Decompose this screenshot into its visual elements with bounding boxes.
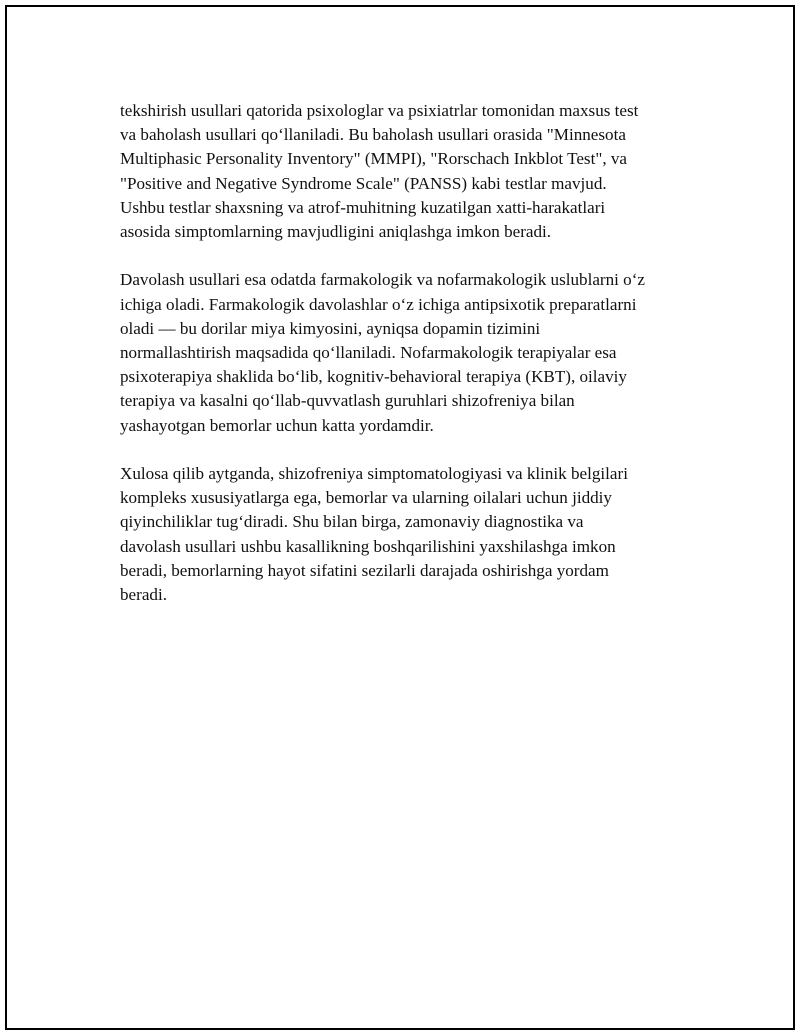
text-line: asosida simptomlarning mavjudligini aniqlashga imkon beradi. <box>120 222 552 242</box>
text-line: va baholash usullari qo‘llaniladi. Bu baholash usullari orasida "Minnesota <box>120 125 626 145</box>
paragraph-testing-methods <box>120 99 700 244</box>
text-line: Xulosa qilib aytganda, shizofreniya simptomatologiyasi va klinik belgilari <box>120 464 628 484</box>
text-line: normallashtirish maqsadida qo‘llaniladi. Nofarmakologik terapiyalar esa <box>120 343 617 363</box>
text-line: terapiya va kasalni qo‘llab-quvvatlash guruhlari shizofreniya bilan <box>120 391 575 411</box>
text-line: psixoterapiya shaklida bo‘lib, kognitiv-behavioral terapiya (KBT), oilaviy <box>120 367 627 387</box>
text-line: Multiphasic Personality Inventory" (MMPI), "Rorschach Inkblot Test", va <box>120 149 627 169</box>
text-line: oladi — bu dorilar miya kimyosini, ayniqsa dopamin tizimini <box>120 318 541 338</box>
text-line: Davolash usullari esa odatda farmakologik va nofarmakologik uslublarni o‘z <box>120 270 646 290</box>
text-line: Ushbu testlar shaxsning va atrof-muhitning kuzatilgan xatti-harakatlari <box>120 197 606 217</box>
text-line: "Positive and Negative Syndrome Scale" (PANSS) kabi testlar mavjud. <box>120 173 607 193</box>
paragraph-conclusion <box>120 462 700 607</box>
text-line: tekshirish usullari qatorida psixologlar va psixiatrlar tomonidan maxsus test <box>120 101 639 120</box>
paragraph-treatment-methods <box>120 268 700 437</box>
document-page <box>5 5 795 1030</box>
text-line: beradi. <box>120 585 167 605</box>
text-line: davolash usullari ushbu kasallikning boshqarilishini yaxshilashga imkon <box>120 536 616 556</box>
text-line: ichiga oladi. Farmakologik davolashlar o‘z ichiga antipsixotik preparatlarni <box>120 294 637 314</box>
text-line: beradi, bemorlarning hayot sifatini sezilarli darajada oshirishga yordam <box>120 560 609 580</box>
text-line: qiyinchiliklar tug‘diradi. Shu bilan birga, zamonaviy diagnostika va <box>120 512 584 532</box>
text-line: yashayotgan bemorlar uchun katta yordamdir. <box>120 415 434 435</box>
document-body <box>120 99 700 631</box>
text-line: kompleks xususiyatlarga ega, bemorlar va ularning oilalari uchun jiddiy <box>120 488 612 508</box>
